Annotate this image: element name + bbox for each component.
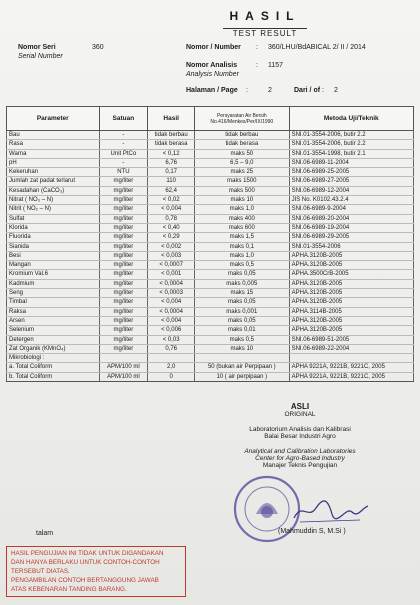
cell-requirement: 6,5 – 9,0 xyxy=(195,158,290,167)
col-unit: Satuan xyxy=(99,107,148,131)
cell-unit: Unit PtCo xyxy=(99,149,148,158)
cell-method: APHA.3500CrB-2005 xyxy=(289,270,413,279)
cell-requirement: maks 0,01 xyxy=(195,326,290,335)
cell-requirement: maks 0,005 xyxy=(195,279,290,288)
of-sep: : xyxy=(322,87,324,94)
cell-unit: mg/liter xyxy=(99,223,148,232)
table-row xyxy=(7,131,414,140)
table-body xyxy=(7,131,414,382)
lab-name: Laboratorium Analisis dan Kalibrasi xyxy=(249,426,351,433)
cell-method: APHA.3114B-2005 xyxy=(289,307,413,316)
cell-requirement: maks 0,05 xyxy=(195,316,290,325)
table-row xyxy=(7,196,414,205)
number-sep: : xyxy=(256,44,258,51)
original-label: ORIGINAL xyxy=(284,411,316,418)
cell-parameter: Detergen xyxy=(7,335,100,344)
of-label: Dari / of xyxy=(294,87,321,94)
cell-method: SNI.01-3554-2006, butir 2.2 xyxy=(289,131,413,140)
table-row xyxy=(7,223,414,232)
table-row xyxy=(7,242,414,251)
cell-parameter: Bau xyxy=(7,131,100,140)
cell-requirement: tidak berbau xyxy=(195,131,290,140)
table-row xyxy=(7,261,414,270)
title-test-result: TEST RESULT xyxy=(223,28,307,38)
cell-unit: mg/liter xyxy=(99,335,148,344)
cell-requirement: maks 1500 xyxy=(195,177,290,186)
cell-requirement: maks 15 xyxy=(195,289,290,298)
cell-parameter: Sianida xyxy=(7,242,100,251)
cell-unit: mg/liter xyxy=(99,242,148,251)
serial-label: Nomor Seri xyxy=(18,44,56,51)
table-row xyxy=(7,372,414,381)
warning-line: DAN HANYA BERLAKU UNTUK CONTOH-CONTOH xyxy=(11,559,160,566)
cell-parameter: Kekeruhan xyxy=(7,168,100,177)
cell-unit: - xyxy=(99,140,148,149)
signature-block xyxy=(190,402,410,469)
cell-method: SNI.06-6989-22-2004 xyxy=(289,344,413,353)
cell-unit: - xyxy=(99,158,148,167)
cell-result: 0 xyxy=(148,372,195,381)
warning-line: HASIL PENGUJIAN INI TIDAK UNTUK DIGANDAKAN xyxy=(11,550,164,557)
cell-parameter: Nitrit ( NO₂ – N) xyxy=(7,205,100,214)
signatory-name: (Mahmuddin S, M.Si ) xyxy=(278,528,346,535)
cell-requirement: maks 50 xyxy=(195,149,290,158)
table-row xyxy=(7,335,414,344)
cell-requirement: maks 0,001 xyxy=(195,307,290,316)
cell-requirement: 50 (bukan air Perpipaan ) xyxy=(195,363,290,372)
col-result: Hasil xyxy=(148,107,195,131)
table-row xyxy=(7,251,414,260)
cell-parameter: Fluorida xyxy=(7,233,100,242)
cell-parameter: Nitrat ( NO₃ – N) xyxy=(7,196,100,205)
table-row xyxy=(7,177,414,186)
table-row xyxy=(7,363,414,372)
table-row xyxy=(7,344,414,353)
cell-parameter: Besi xyxy=(7,251,100,260)
document-title xyxy=(0,9,420,41)
cell-method: SNI.06-6989-51-2005 xyxy=(289,335,413,344)
cell-unit: APM/100 ml xyxy=(99,363,148,372)
cell-result xyxy=(148,354,195,363)
table-row xyxy=(7,158,414,167)
cell-unit: mg/liter xyxy=(99,233,148,242)
cell-requirement: maks 0,5 xyxy=(195,335,290,344)
col-method: Metoda Uji/Teknik xyxy=(289,107,413,131)
cell-parameter: Arsen xyxy=(7,316,100,325)
cell-method: APHA.3120B-2005 xyxy=(289,251,413,260)
cell-parameter: Mangan xyxy=(7,261,100,270)
table-row xyxy=(7,233,414,242)
cell-method: APHA.3120B-2005 xyxy=(289,326,413,335)
cell-method: SNI.06-6989-11-2004 xyxy=(289,158,413,167)
cell-result: < 0,006 xyxy=(148,326,195,335)
cell-parameter: Mikrobiologi : xyxy=(7,354,100,363)
cell-method: APHA.3120B-2005 xyxy=(289,289,413,298)
cell-result: 2,0 xyxy=(148,363,195,372)
cell-result: 0,78 xyxy=(148,214,195,223)
cell-requirement: maks 500 xyxy=(195,186,290,195)
cell-result: 0,17 xyxy=(148,168,195,177)
serial-value: 360 xyxy=(92,44,104,51)
cell-unit xyxy=(99,354,148,363)
cell-parameter: Selenium xyxy=(7,326,100,335)
cell-method: APHA 9221A, 9221B, 9221C, 2005 xyxy=(289,372,413,381)
cell-method: SNI.06-6989-29-2005 xyxy=(289,233,413,242)
cell-method: SNI.01-3554-2006 xyxy=(289,242,413,251)
cell-requirement: maks 10 xyxy=(195,344,290,353)
cell-result: < 0,40 xyxy=(148,223,195,232)
cell-unit: mg/liter xyxy=(99,186,148,195)
table-row xyxy=(7,316,414,325)
page-value: 2 xyxy=(268,87,272,94)
cell-result: < 0,0003 xyxy=(148,289,195,298)
cell-parameter: Seng xyxy=(7,289,100,298)
cell-requirement: maks 1,5 xyxy=(195,233,290,242)
cell-parameter: a. Total Coliform xyxy=(7,363,100,372)
cell-result: < 0,03 xyxy=(148,335,195,344)
cell-requirement: maks 1,0 xyxy=(195,205,290,214)
manager-title: Manajer Teknis Pengujian xyxy=(262,462,338,469)
cell-requirement: tidak berasa xyxy=(195,140,290,149)
handwritten-signature xyxy=(290,496,370,526)
cell-method: APHA.3120B-2005 xyxy=(289,298,413,307)
cell-parameter: Raksa xyxy=(7,307,100,316)
cell-requirement: maks 400 xyxy=(195,214,290,223)
cell-parameter: Sulfat xyxy=(7,214,100,223)
cell-requirement: maks 0,5 xyxy=(195,261,290,270)
cell-requirement: maks 0,05 xyxy=(195,270,290,279)
cell-parameter: Kromium Val.6 xyxy=(7,270,100,279)
cell-method: SNI.01-3554-1998, butir 2.1 xyxy=(289,149,413,158)
table-row xyxy=(7,326,414,335)
analysis-label: Nomor Analisis xyxy=(186,62,238,69)
table-row xyxy=(7,214,414,223)
cell-method: APHA.3120B-2005 xyxy=(289,261,413,270)
cell-requirement: maks 10 xyxy=(195,196,290,205)
cell-result: < 0,0004 xyxy=(148,307,195,316)
page-label: Halaman / Page xyxy=(186,87,238,94)
cell-result: < 0,29 xyxy=(148,233,195,242)
table-row xyxy=(7,307,414,316)
cell-result: < 0,001 xyxy=(148,270,195,279)
asli-label: ASLI xyxy=(290,402,310,411)
cell-result: < 0,004 xyxy=(148,298,195,307)
cell-parameter: Klorida xyxy=(7,223,100,232)
cell-method: APHA.3120B-2005 xyxy=(289,316,413,325)
number-label: Nomor / Number xyxy=(186,44,241,51)
warning-line: ATAS KEBENARAN TANDING BARANG. xyxy=(11,586,127,593)
table-row xyxy=(7,270,414,279)
of-value: 2 xyxy=(334,87,338,94)
cell-requirement: maks 25 xyxy=(195,168,290,177)
cell-result: 6,76 xyxy=(148,158,195,167)
cell-unit: mg/liter xyxy=(99,298,148,307)
cell-requirement: maks 0,05 xyxy=(195,298,290,307)
analysis-sep: : xyxy=(256,62,258,69)
institute-name: Balai Besar Industri Agro xyxy=(264,433,336,440)
cell-result: < 0,0004 xyxy=(148,279,195,288)
title-hasil: HASIL xyxy=(229,9,301,23)
table-row xyxy=(7,354,414,363)
cell-unit: mg/liter xyxy=(99,177,148,186)
cell-result: < 0,002 xyxy=(148,242,195,251)
warning-box xyxy=(6,546,186,597)
col-requirement: Persyaratan Air Bersih No.416/Menkes/Per/IX/1990 xyxy=(195,107,290,131)
number-value: 360/LHU/BdABICAL 2/ II / 2014 xyxy=(268,44,366,51)
cell-unit: mg/liter xyxy=(99,307,148,316)
cell-parameter: Kesadahan (CaCO₃) xyxy=(7,186,100,195)
cell-result: tidak berbau xyxy=(148,131,195,140)
cell-result: < 0,0007 xyxy=(148,261,195,270)
table-row xyxy=(7,298,414,307)
cell-result: < 0,12 xyxy=(148,149,195,158)
cell-unit: mg/liter xyxy=(99,316,148,325)
cell-unit: NTU xyxy=(99,168,148,177)
cell-unit: mg/liter xyxy=(99,214,148,223)
cell-method: SNI.06-6989-27-2005 xyxy=(289,177,413,186)
cell-requirement: maks 0,1 xyxy=(195,242,290,251)
table-row xyxy=(7,289,414,298)
table-row xyxy=(7,279,414,288)
cell-parameter: Kadmium xyxy=(7,279,100,288)
table-header-row xyxy=(7,107,414,131)
cell-requirement: maks 1,0 xyxy=(195,251,290,260)
cell-requirement: maks 600 xyxy=(195,223,290,232)
analysis-value: 1157 xyxy=(268,62,284,69)
cell-method: SNI.06-6989-19-2004 xyxy=(289,223,413,232)
cell-method: SNI.06-6989-12-2004 xyxy=(289,186,413,195)
cell-result: < 0,004 xyxy=(148,316,195,325)
cell-parameter: pH xyxy=(7,158,100,167)
cell-unit: mg/liter xyxy=(99,205,148,214)
table-row xyxy=(7,168,414,177)
lab-name-en: Analytical and Calibration Laboratories xyxy=(244,448,356,455)
cell-method xyxy=(289,354,413,363)
table-row xyxy=(7,205,414,214)
warning-line: TERSEBUT DIATAS. xyxy=(11,568,70,575)
cell-requirement xyxy=(195,354,290,363)
cell-unit: - xyxy=(99,131,148,140)
table-row xyxy=(7,140,414,149)
institute-name-en: Center for Agro-Based Industry xyxy=(255,455,345,462)
cell-parameter: b. Total Coliform xyxy=(7,372,100,381)
cell-unit: mg/liter xyxy=(99,196,148,205)
analysis-label-en: Analysis Number xyxy=(186,71,239,78)
cell-result: 110 xyxy=(148,177,195,186)
cell-method: APHA 9221A, 9221B, 9221C, 2005 xyxy=(289,363,413,372)
cell-unit: mg/liter xyxy=(99,261,148,270)
serial-label-en: Serial Number xyxy=(18,53,63,60)
warning-line: PENGAMBILAN CONTOH BERTANGGUNG JAWAB xyxy=(11,577,159,584)
results-table xyxy=(6,106,414,382)
cell-method: SNI.06-6989-20-2004 xyxy=(289,214,413,223)
cell-parameter: Timbal xyxy=(7,298,100,307)
cell-parameter: Zat Organik (KMnO₄) xyxy=(7,344,100,353)
cell-unit: mg/liter xyxy=(99,326,148,335)
col-parameter: Parameter xyxy=(7,107,100,131)
cell-result: < 0,02 xyxy=(148,196,195,205)
cell-result: tidak berasa xyxy=(148,140,195,149)
cell-result: 0,76 xyxy=(148,344,195,353)
cell-method: APHA.3120B-2005 xyxy=(289,279,413,288)
cell-result: 62,4 xyxy=(148,186,195,195)
talam-text: talam xyxy=(36,530,54,537)
cell-unit: mg/liter xyxy=(99,344,148,353)
page-sep: : xyxy=(246,87,248,94)
cell-unit: mg/liter xyxy=(99,279,148,288)
cell-unit: mg/liter xyxy=(99,289,148,298)
cell-unit: mg/liter xyxy=(99,251,148,260)
cell-result: < 0,003 xyxy=(148,251,195,260)
cell-result: < 0,004 xyxy=(148,205,195,214)
cell-requirement: 10 ( air perpipaan ) xyxy=(195,372,290,381)
table-row xyxy=(7,149,414,158)
cell-unit: mg/liter xyxy=(99,270,148,279)
cell-parameter: Warna xyxy=(7,149,100,158)
cell-unit: APM/100 ml xyxy=(99,372,148,381)
cell-parameter: Jumlah zat padat terlarut xyxy=(7,177,100,186)
cell-method: SNI.01-3554-2006, butir 2.2 xyxy=(289,140,413,149)
cell-method: SNI.06-6989-9-2004 xyxy=(289,205,413,214)
cell-parameter: Rasa xyxy=(7,140,100,149)
cell-method: SNI.06-6989-25-2005 xyxy=(289,168,413,177)
table-row xyxy=(7,186,414,195)
cell-method: JIS No. K0102.43.2.4 xyxy=(289,196,413,205)
